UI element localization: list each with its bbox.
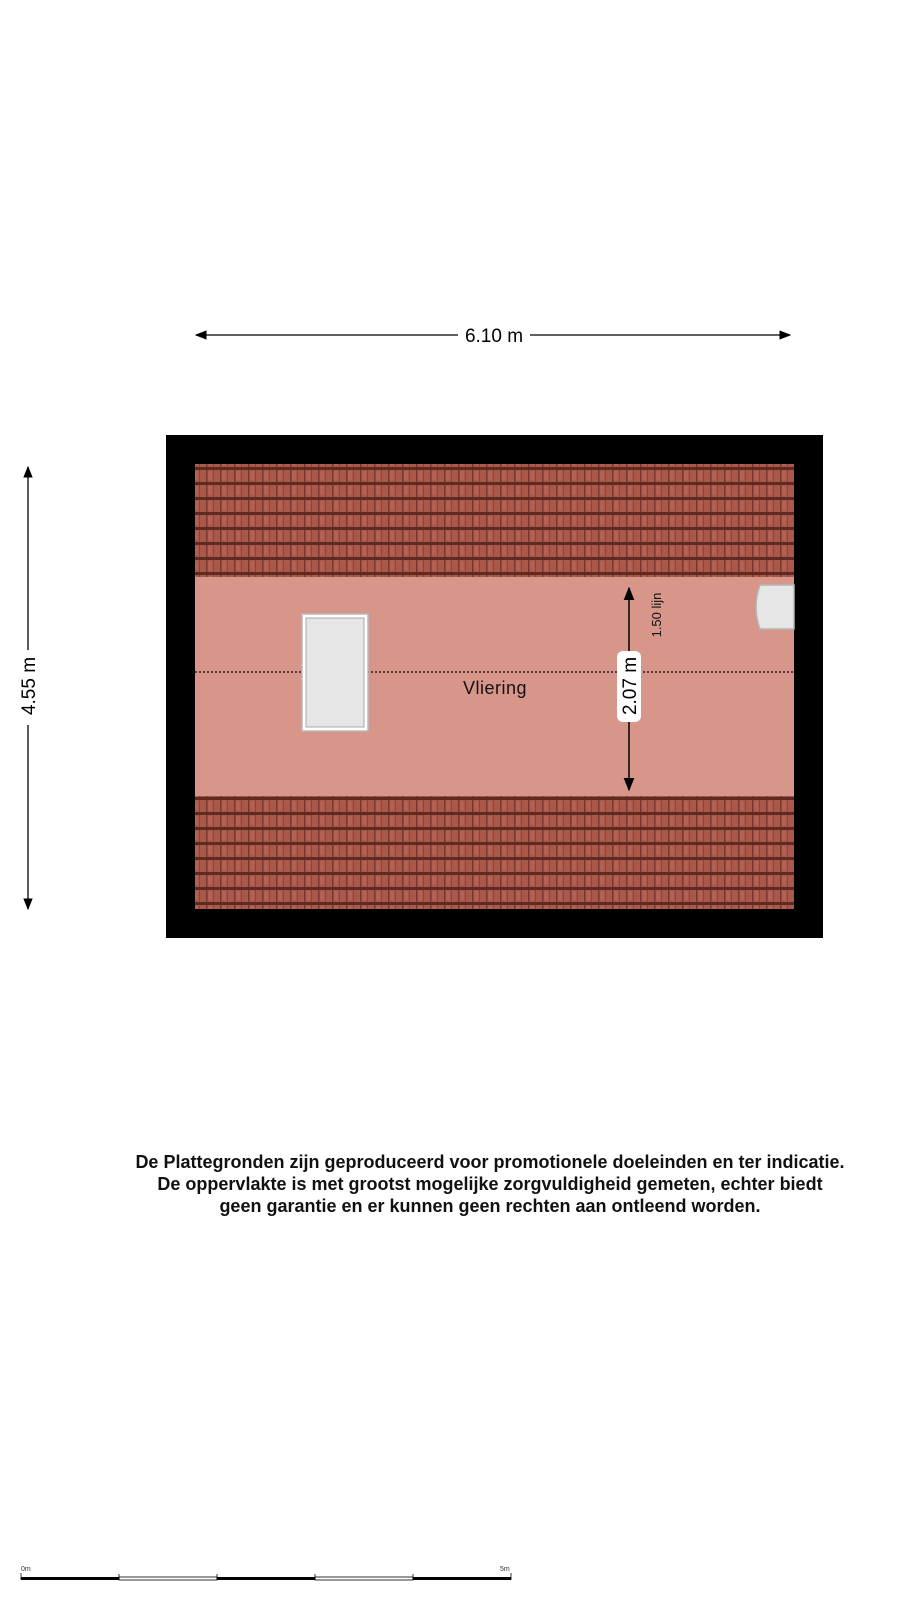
disclaimer-line-1: De Plattegronden zijn geproduceerd voor promotionele doeleinden en ter indicatie. xyxy=(135,1152,845,1172)
disclaimer-line-3: geen garantie en er kunnen geen rechten aan ontleend worden. xyxy=(219,1196,761,1216)
roof-tiles-bottom xyxy=(195,796,794,909)
skylight xyxy=(302,614,368,731)
width-dimension xyxy=(196,326,790,347)
width-label: 6.10 m xyxy=(464,326,524,347)
line-label: 1.50 lijn xyxy=(649,592,664,638)
depth-dimension xyxy=(19,467,40,909)
disclaimer xyxy=(60,1151,900,1217)
room-label: Vliering xyxy=(462,678,528,698)
depth-label: 4.55 m xyxy=(19,656,40,716)
scale-end-label: 5m xyxy=(500,1566,510,1573)
roof-tiles-top xyxy=(195,464,794,577)
scale-start-label: 0m xyxy=(21,1566,31,1573)
height-label: 2.07 m xyxy=(620,656,641,716)
disclaimer-line-2: De oppervlakte is met grootst mogelijke zorgvuldigheid gemeten, echter biedt xyxy=(157,1174,823,1194)
scale-bar xyxy=(21,1566,511,1580)
chimney xyxy=(756,585,794,629)
